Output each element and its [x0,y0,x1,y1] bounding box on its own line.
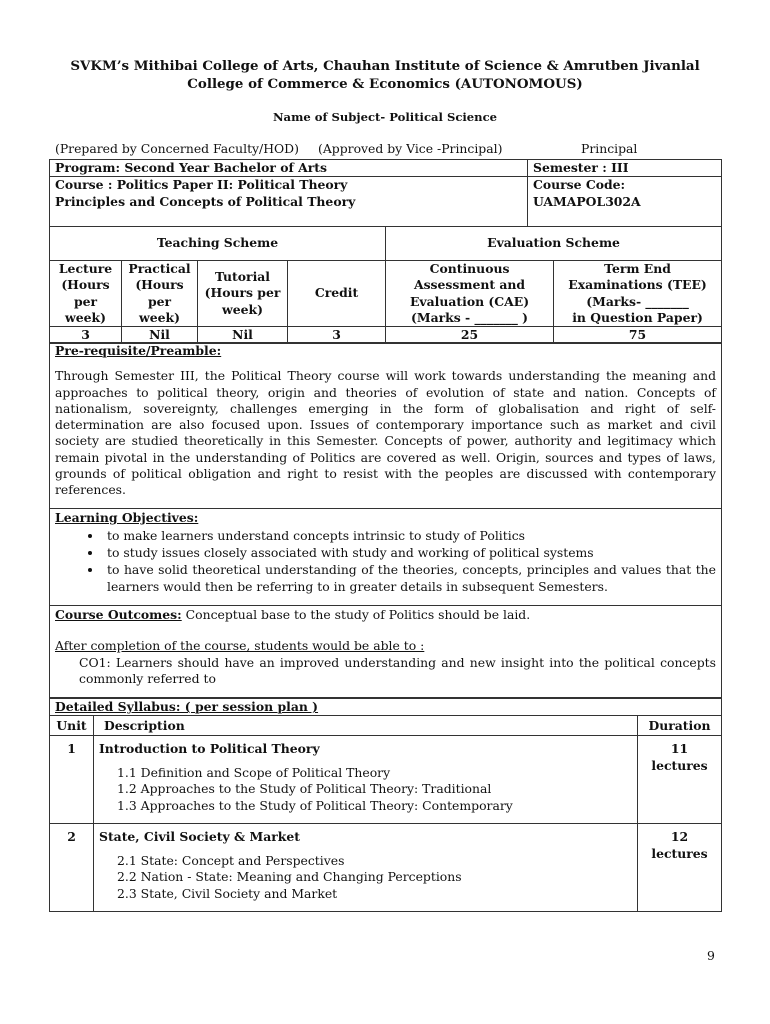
outcomes-after-text: After completion of the course, students would be able to : [55,638,425,654]
tee-header-l4: in Question Paper) [572,309,703,325]
course-details-table [49,342,722,698]
cae-header-l3: Evaluation (CAE) [409,293,530,309]
tutorial-value: Nil [198,327,288,344]
practical-header-l4: week) [139,309,180,325]
tutorial-header-l1: Tutorial [214,269,271,285]
table-row [50,824,722,912]
unit-topic: 2.1 State: Concept and Perspectives [117,852,345,868]
unit-topic: 2.3 State, Civil Society and Market [117,885,338,901]
teaching-scheme-header: Teaching Scheme [50,227,386,261]
practical-header [122,261,198,327]
unit-topic: 1.2 Approaches to the Study of Political Theory: Traditional [117,781,492,797]
tutorial-header-l3: week) [222,301,263,317]
unit-topic: 2.2 Nation - State: Meaning and Changing Perceptions [117,869,462,885]
objective-item: • to make learners understand concepts intrinsic to study of Politics [103,528,716,545]
cae-value: 25 [386,327,554,344]
program-text: Program: Second Year Bachelor of Arts [55,160,327,175]
unit-title: State, Civil Society & Market [99,829,300,845]
outcomes-text: Conceptual base to the study of Politics should be laid. [185,607,531,622]
objectives-list [55,528,716,595]
course-outcome-co1: CO1: Learners should have an improved understanding and new insight into the political concepts commonly referred to [79,654,716,686]
prepared-by-label: (Prepared by Concerned Faculty/HOD) [55,141,299,156]
objective-item: • to have solid theoretical understanding of the theories, concepts, principles and values that the learners would then be referring to in greater details in subsequent Semesters. [103,562,716,596]
table-row [50,736,722,824]
unit-title: Introduction to Political Theory [99,741,320,757]
subject-title: Name of Subject- Political Science [272,110,498,124]
unit-description [94,736,638,824]
cae-header-l1: Continuous [429,261,510,276]
lecture-header-l1: Lecture [58,261,113,276]
principal-label: Principal [581,141,638,156]
course-code-cell [528,177,722,227]
syllabus-heading [50,699,722,716]
cae-header-l4: (Marks - _______ ) [411,309,529,325]
prerequisite-heading: Pre-requisite/Preamble: [55,343,222,358]
lecture-header [50,261,122,327]
credit-header: Credit [288,261,386,327]
practical-header-l3: per [147,293,172,309]
syllabus-table [49,698,722,912]
tee-value: 75 [554,327,722,344]
lecture-header-l4: week) [65,309,106,325]
course-title-line1: Course : Politics Paper II: Political Theory [55,177,348,193]
unit-number: 1 [50,736,94,824]
program-cell [50,160,528,177]
course-code: UAMAPOL302A [533,193,641,209]
practical-value: Nil [122,327,198,344]
semester-text: Semester : III [533,160,629,175]
college-name-line2: College of Commerce & Economics (AUTONOMOUS) [187,76,583,92]
unit-column-header: Unit [50,716,94,736]
objectives-cell [50,509,722,606]
college-name-line1: SVKM’s Mithibai College of Arts, Chauhan Institute of Science & Amrutben Jivanlal [70,58,700,74]
cae-header-l2: Assessment and [413,277,526,293]
objective-item: • to study issues closely associated with study and working of political systems [103,545,716,562]
tee-header-l3: (Marks- _______ [586,293,689,309]
lecture-value: 3 [50,327,122,344]
course-title-line2: Principles and Concepts of Political Theory [55,193,356,209]
outcomes-cell [50,606,722,698]
unit-topic: 1.3 Approaches to the Study of Political Theory: Contemporary [117,797,513,813]
program-table [49,159,722,227]
credit-value: 3 [288,327,386,344]
evaluation-scheme-header: Evaluation Scheme [386,227,722,261]
tutorial-header-l2: (Hours per [204,285,281,301]
tee-header-l1: Term End [604,261,671,276]
syllabus-heading-text: Detailed Syllabus: ( per session plan ) [55,699,319,714]
lecture-header-l3: per [73,293,98,309]
approved-by-label: (Approved by Vice -Principal) [318,141,503,156]
course-code-label: Course Code: [533,177,626,193]
tutorial-header [198,261,288,327]
unit-description [94,824,638,912]
prerequisite-text: Through Semester III, the Political Theory course will work towards understanding the meaning and approaches to political theory, origin and theories of evolution of state and nation. Concepts of nationalism, sovereignty, challenges emerging in the form of globalisation and right of self-determination are also focused upon. Issues of contemporary importance such as market and civil society are studied theoretically in this Semester. Concepts of power, authority and legitimacy which remain pivotal in the understanding of Politics are covered as well. Origin, sources and types of laws, grounds of political obligation and right to resist with the peoples are discussed with contemporary references. [55,368,716,498]
prerequisite-cell [50,343,722,509]
outcomes-heading: Course Outcomes: [55,607,182,622]
objectives-heading: Learning Objectives: [55,510,199,525]
practical-header-l1: Practical [128,261,191,276]
lecture-header-l2: (Hours [61,277,110,293]
semester-cell [528,160,722,177]
scheme-table [49,226,722,344]
unit-duration: 12 lectures [638,824,722,912]
duration-column-header: Duration [638,716,722,736]
unit-duration: 11 lectures [638,736,722,824]
practical-header-l2: (Hours [135,277,184,293]
cae-header [386,261,554,327]
page-number: 9 [707,948,715,963]
unit-number: 2 [50,824,94,912]
unit-topic: 1.1 Definition and Scope of Political Theory [117,764,391,780]
description-column-header: Description [94,716,638,736]
course-cell [50,177,528,227]
tee-header-l2: Examinations (TEE) [568,277,707,293]
tee-header [554,261,722,327]
